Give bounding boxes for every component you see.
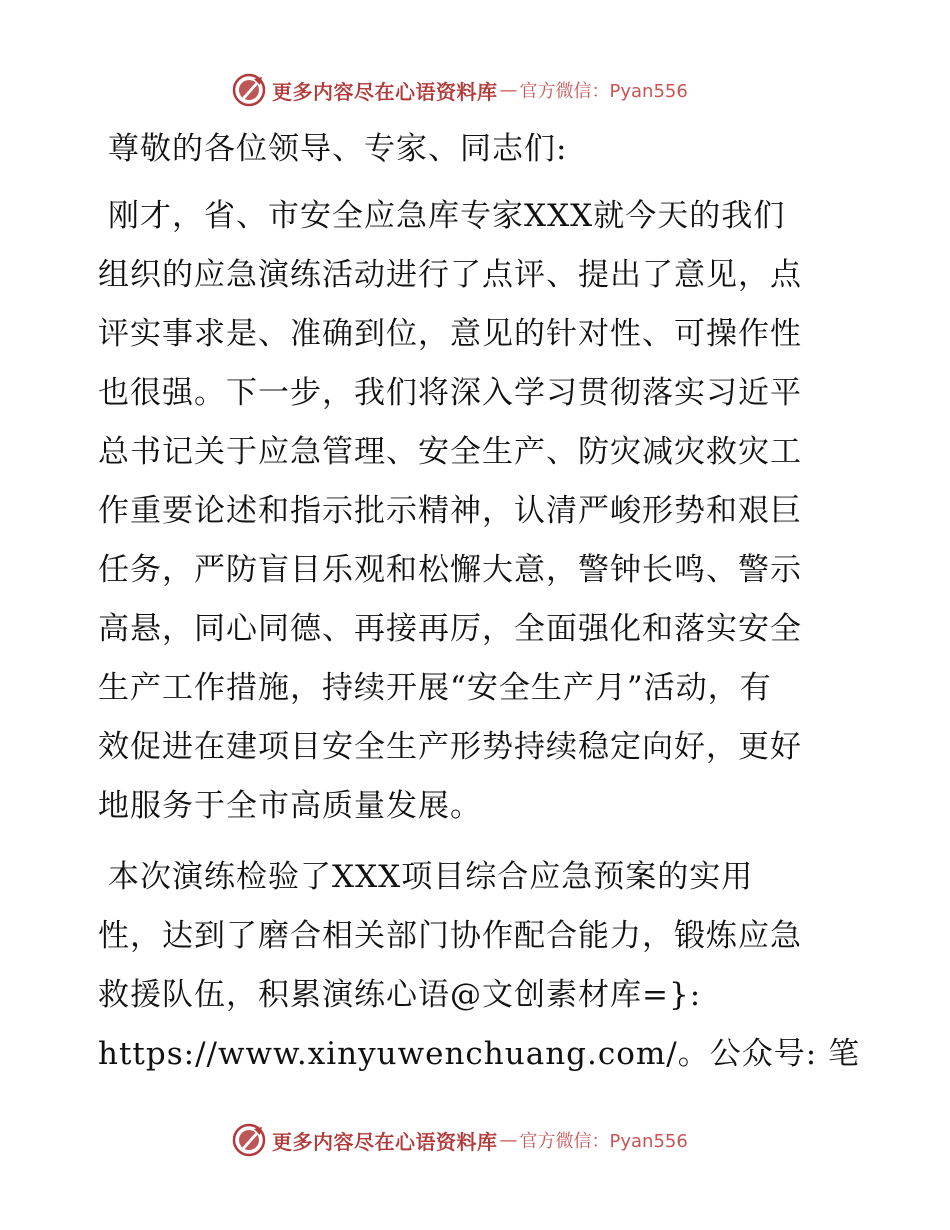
quill-logo-icon — [232, 1123, 266, 1157]
paragraph-line: 性，达到了磨合相关部门协作配合能力，锻炼应急 — [98, 918, 802, 954]
paragraph-line: 作重要论述和指示批示精神，认清严峻形势和艰巨 — [98, 493, 802, 529]
document-body — [98, 120, 861, 1084]
paragraph-line: 本次演练检验了XXX项目综合应急预案的实用 — [108, 859, 754, 895]
quill-logo-icon — [232, 73, 266, 107]
greeting — [98, 120, 858, 179]
paragraph-line: 任务，严防盲目乐观和松懈大意，警钟长鸣、警示 — [98, 552, 802, 588]
paragraph-line: 也很强。下一步，我们将深入学习贯彻落实习近平 — [98, 375, 802, 411]
paragraph-line: 评实事求是、准确到位，意见的针对性、可操作性 — [98, 316, 802, 352]
paragraph-line: 总书记关于应急管理、安全生产、防灾减灾救灾工 — [98, 434, 802, 470]
paragraph-line: 生产工作措施，持续开展“安全生产月”活动，有 — [98, 670, 772, 706]
paragraph-line: 效促进在建项目安全生产形势持续稳定向好，更好 — [98, 729, 802, 765]
watermark-text: 更多内容尽在心语资料库 — [272, 1129, 498, 1154]
footer-watermark — [232, 1121, 688, 1159]
watermark-contact: 官方微信：Pyan556 — [519, 1131, 688, 1152]
url-line: https://www.xinyuwenchuang.com/。公众号: 笔 — [98, 1036, 861, 1072]
paragraph-line: 地服务于全市高质量发展。 — [98, 788, 482, 824]
paragraph-line: 高悬，同心同德、再接再厉，全面强化和落实安全 — [98, 611, 802, 647]
paragraph-line: 刚才，省、市安全应急库专家XXX就今天的我们 — [108, 198, 786, 234]
watermark-contact: 官方微信：Pyan556 — [519, 81, 688, 102]
paragraph-line: 救援队伍，积累演练心语@文创素材库=}: — [98, 977, 702, 1013]
paragraph-2 — [98, 848, 861, 1084]
header-watermark — [232, 71, 688, 109]
paragraph-line: 组织的应急演练活动进行了点评、提出了意见，点 — [98, 257, 802, 293]
paragraph-1 — [98, 187, 858, 836]
watermark-separator: — — [499, 79, 518, 101]
watermark-text: 更多内容尽在心语资料库 — [272, 79, 498, 104]
greeting-line: 尊敬的各位领导、专家、同志们: — [108, 131, 568, 167]
watermark-separator: — — [499, 1129, 518, 1151]
